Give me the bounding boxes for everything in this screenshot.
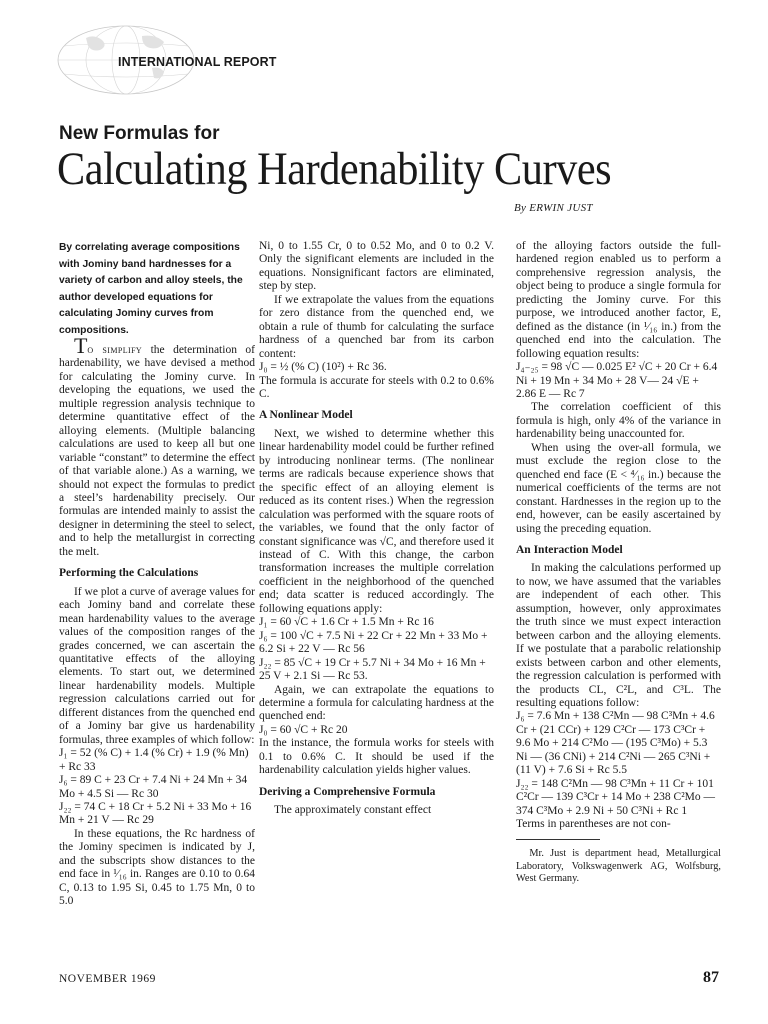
- article-kicker: New Formulas for: [59, 123, 220, 144]
- equation: J₂₂ = 74 C + 18 Cr + 5.2 Ni + 33 Mo + 16 Mn + 21 V — Rc 29: [59, 800, 252, 827]
- paragraph: The approximately constant effect: [273, 804, 432, 817]
- paragraph: [59, 333, 255, 559]
- paragraph: The formula is accurate for steels with 0.2 to 0.6% C.: [259, 374, 494, 400]
- subhead-performing-calculations: Performing the Calculations: [59, 567, 199, 580]
- paragraph: Ni, 0 to 1.55 Cr, 0 to 0.52 Mo, and 0 to 0.2 V. Only the significant elements are included in the equations. Nonsignificant factors are eliminated, step by step.: [259, 240, 494, 293]
- paragraph: If we extrapolate the values from the equations for zero distance from the quenched end, we obtain a rule of thumb for calculating the surface hardness of a quenched bar from its carbon content:: [259, 293, 494, 360]
- paragraph: In making the calculations performed up to now, we have assumed that the variables are independent of each other. This assumption, however, only approximates the truth since we must expect interaction between carbon and the alloying elements. If we postulate that a parabolic relationship exists between carbon and other elements, the regression calculation is performed with the products CL, C²L, and C³L. The resulting equations follow:: [516, 562, 721, 709]
- equation: J₂₂ = 85 √C + 19 Cr + 5.7 Ni + 34 Mo + 16 Mn + 25 V + 2.1 Si — Rc 53.: [259, 656, 486, 683]
- paragraph: In these equations, the Rc hardness of the Jominy specimen is indicated by J, and the subscripts show distances to the end face in ¹⁄₁₆ in. Ranges are 0.10 to 0.64 C, 0.13 to 1.95 Si, 0.45 to 1.75 Mn, 0 to 5.0: [59, 827, 255, 908]
- page-number: 87: [703, 969, 719, 986]
- subhead-interaction-model: An Interaction Model: [516, 543, 623, 556]
- paragraph-text: the determination of hardenability, we have devised a method for calculating the Jominy curve. In developing the equations, we used the multiple regression analysis technique to determine quantitative effect of the alloying elements. (Multiple balancing calculations are used to keep all but one variable “constant” to determine the effect of that variable alone.) As a warning, we should not expect the formulas to predict a steel’s hardenability precisely. Our formulas are intended mainly to assist the designer in determining the steel to select, and to help the metallurgist in correcting the melt.: [59, 344, 255, 558]
- text-column-3: [516, 240, 721, 886]
- equation: J₆ = 7.6 Mn + 138 C²Mn — 98 C³Mn + 4.6 Cr + (21 CCr) + 129 C²Cr — 173 C³Cr + 9.6 Mo + 214 C²Mo — (195 C³Mo) + 5.3 Ni — (36 CNi) + 214 C²Ni — 265 C³Ni + (11 V) + 7.6 Si + Rc 5.5: [516, 710, 715, 777]
- article-deck: By correlating average compositions with Jominy band hardnesses for a variety of carbon and alloy steels, the author developed equations for calculating Jominy curves from compositions.: [59, 242, 243, 336]
- paragraph: of the alloying factors outside the full-hardened region enabled us to perform a comprehensive regression analysis, the object being to produce a single formula for predicting the Jominy curve. For this purpose, we introduced another factor, E, defined as the distance (in ¹⁄₁₆ in.) from the quenched end into the calculation. The following equation results:: [516, 240, 721, 360]
- paragraph: If we plot a curve of average values for each Jominy band and correlate these mean hardenability values to the average values of the composition ranges of the grades concerned, we can ascertain the quantitative effects of the alloying elements. To start out, we determined linear hardenability models. Multiple regression calculations carried out for different distances from the quenched end of a Jominy bar give us hardenability formulas, three examples of which follow:: [59, 585, 255, 746]
- paragraph: The correlation coefficient of this formula is high, only 4% of the variance in hardenability being unaccounted for.: [516, 401, 721, 441]
- section-label: INTERNATIONAL REPORT: [118, 55, 277, 69]
- drop-cap: T: [73, 333, 88, 358]
- divider: [516, 839, 600, 840]
- paragraph: Terms in parentheses are not con-: [516, 818, 671, 831]
- issue-date: NOVEMBER 1969: [59, 973, 156, 985]
- text-column-2: [259, 240, 494, 818]
- paragraph: Again, we can extrapolate the equations to determine a formula for calculating hardness at the quenched end:: [259, 683, 494, 723]
- paragraph: Next, we wished to determine whether this linear hardenability model could be further refined by introducing nonlinear terms. (The nonlinear terms are radicals because experience shows that the specific effect of an alloying element is reduced as its content rises.) When the regression calculation was performed with the square roots of the variables, we found that the only factor of constant significance was √C, and therefore used it instead of C. With this change, the carbon transformation increases the multiple correlation coefficient in the neighborhood of the quenched end; data scatter is reduced accordingly. The following equations apply:: [259, 427, 494, 615]
- equation: J₆ = 89 C + 23 Cr + 7.4 Ni + 24 Mn + 34 Mo + 4.5 Si — Rc 30: [59, 774, 248, 800]
- paragraph: When using the over-all formula, we must exclude the region close to the quenched end face (E < ⁴⁄₁₆ in.) because the numerical coefficients of the terms are not constant. Hardnesses in the region up to the end, however, can be easily ascertained by using the preceding equation.: [516, 441, 721, 535]
- lead-in: o simplify: [87, 344, 143, 356]
- author-bio: Mr. Just is department head, Metallurgical Laboratory, Volkswagenwerk AG, Wolfsburg, West Germany.: [516, 848, 721, 885]
- equation: J₂₂ = 148 C²Mn — 98 C³Mn + 11 Cr + 101 C²Cr — 139 C³Cr + 14 Mo + 238 C²Mo — 374 C³Mo + 2.9 Ni + 50 C³Ni + Rc 1: [516, 777, 716, 817]
- equation: J₄₋₂₅ = 98 √C — 0.025 E² √C + 20 Cr + 6.4 Ni + 19 Mn + 34 Mo + 28 V— 24 √E + 2.86 E — Rc 7: [516, 361, 718, 400]
- subhead-nonlinear-model: A Nonlinear Model: [259, 409, 353, 422]
- paragraph: In the instance, the formula works for steels with 0.1 to 0.6% C. It should be used if the hardenability calculation yields higher values.: [259, 737, 494, 777]
- equation: J₀ = ½ (% C) (10²) + Rc 36.: [259, 361, 387, 374]
- article-headline: Calculating Hardenability Curves: [57, 143, 612, 195]
- equation: J₀ = 60 √C + Rc 20: [259, 723, 348, 736]
- equation: J₆ = 100 √C + 7.5 Ni + 22 Cr + 22 Mn + 33 Mo + 6.2 Si + 22 V — Rc 56: [259, 629, 488, 656]
- equation: J₁ = 60 √C + 1.6 Cr + 1.5 Mn + Rc 16: [259, 616, 434, 629]
- subhead-comprehensive-formula: Deriving a Comprehensive Formula: [259, 785, 436, 798]
- text-column-1: [59, 240, 255, 909]
- equation: J₁ = 52 (% C) + 1.4 (% Cr) + 1.9 (% Mn) + Rc 33: [59, 747, 249, 773]
- article-byline: By ERWIN JUST: [514, 202, 593, 214]
